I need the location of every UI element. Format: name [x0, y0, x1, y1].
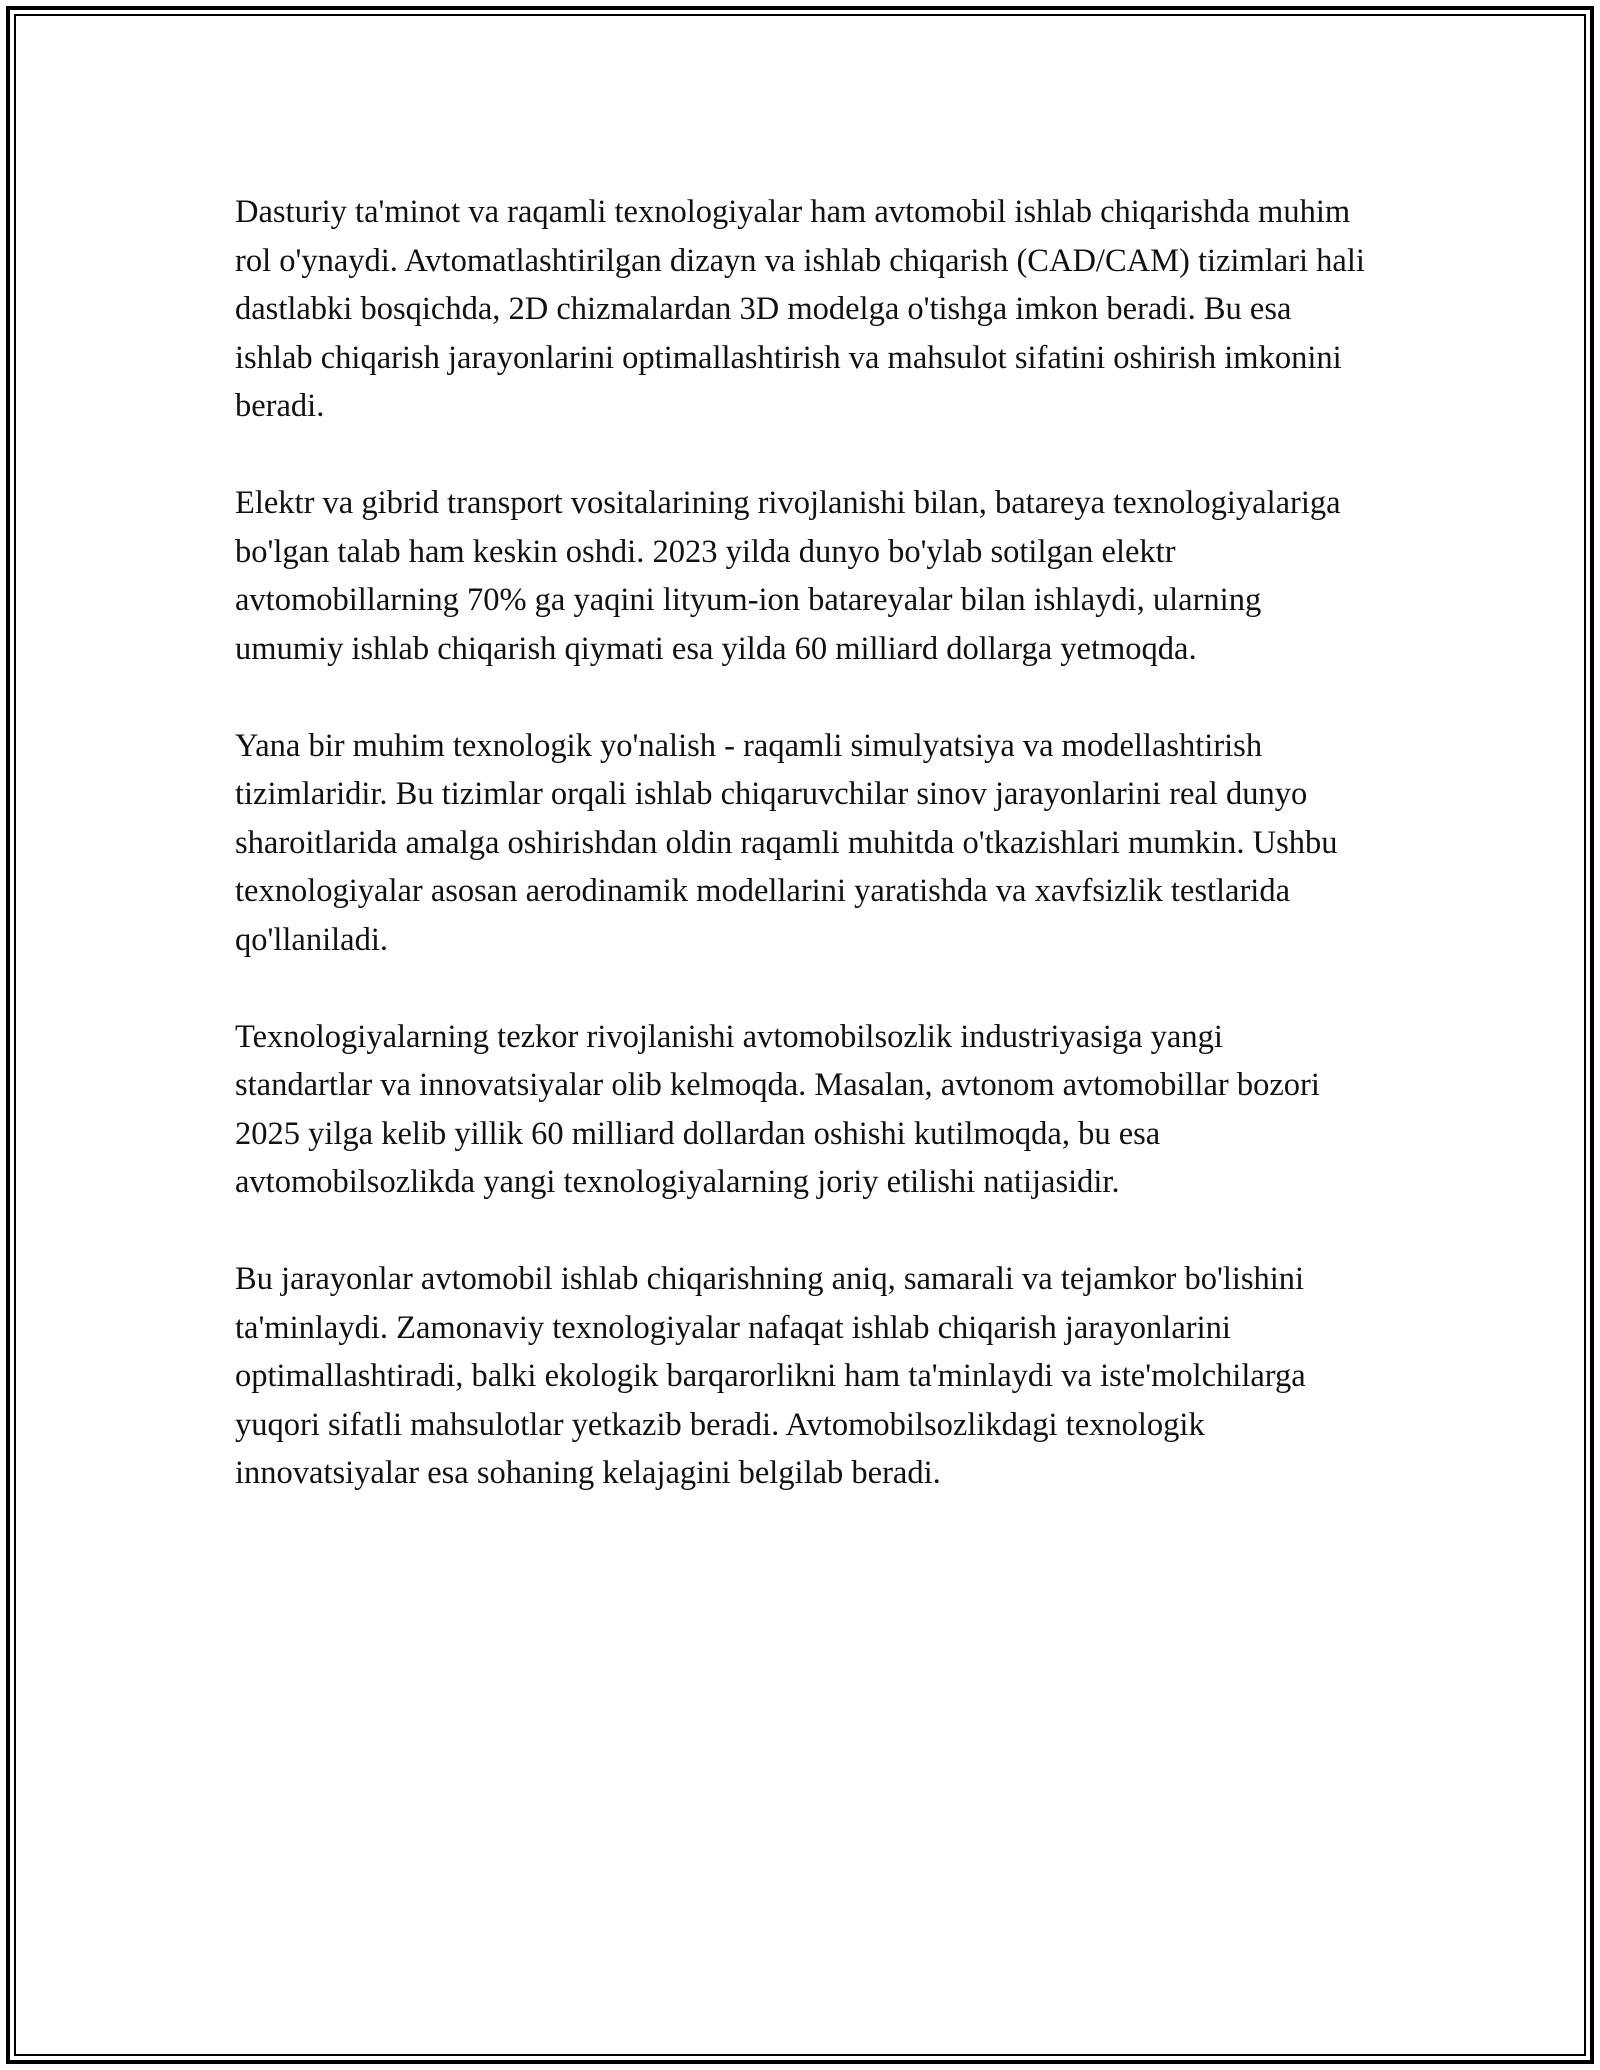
- paragraph-autonomous-market: Texnologiyalarning tezkor rivojlanishi avtomobilsozlik industriyasiga yangi standartlar va innovatsiyalar olib kelmoqda. Masalan, avtonom avtomobillar bozori 2025 yilga kelib yillik 60 milliard dollardan oshishi kutilmoqda, bu esa avtomobilsozlikda yangi texnologiyalarning joriy etilishi natijasidir.: [235, 1018, 1320, 1200]
- paragraph-batteries: Elektr va gibrid transport vositalarining rivojlanishi bilan, batareya texnologiyalariga bo'lgan talab ham keskin oshdi. 2023 yilda dunyo bo'ylab sotilgan elektr avtomobillarning 70% ga yaqini lityum-ion batareyalar bilan ishlaydi, ularning umumiy ishlab chiqarish qiymati esa yilda 60 milliard dollarga yetmoqda.: [235, 485, 1341, 667]
- paragraph-conclusion: Bu jarayonlar avtomobil ishlab chiqarishning aniq, samarali va tejamkor bo'lishini ta'minlaydi. Zamonaviy texnologiyalar nafaqat ishlab chiqarish jarayonlarini optimallashtiradi, balki ekologik barqarorlikni ham ta'minlaydi va iste'molchilarga yuqori sifatli mahsulotlar yetkazib beradi. Avtomobilsozlikdagi texnologik innovatsiyalar esa sohaning kelajagini belgilab beradi.: [235, 1261, 1306, 1491]
- paragraph-cad-cam: Dasturiy ta'minot va raqamli texnologiyalar ham avtomobil ishlab chiqarishda muhim rol o'ynaydi. Avtomatlashtirilgan dizayn va ishlab chiqarish (CAD/CAM) tizimlari hali dastlabki bosqichda, 2D chizmalardan 3D modelga o'tishga imkon beradi. Bu esa ishlab chiqarish jarayonlarini optimallashtirish va mahsulot sifatini oshirish imkonini beradi.: [235, 194, 1365, 424]
- document-body: [235, 188, 1365, 1498]
- paragraph-simulation: Yana bir muhim texnologik yo'nalish - raqamli simulyatsiya va modellashtirish tizimlaridir. Bu tizimlar orqali ishlab chiqaruvchilar sinov jarayonlarini real dunyo sharoitlarida amalga oshirishdan oldin raqamli muhitda o'tkazishlari mumkin. Ushbu texnologiyalar asosan aerodinamik modellarini yaratishda va xavfsizlik testlarida qo'llaniladi.: [235, 727, 1338, 958]
